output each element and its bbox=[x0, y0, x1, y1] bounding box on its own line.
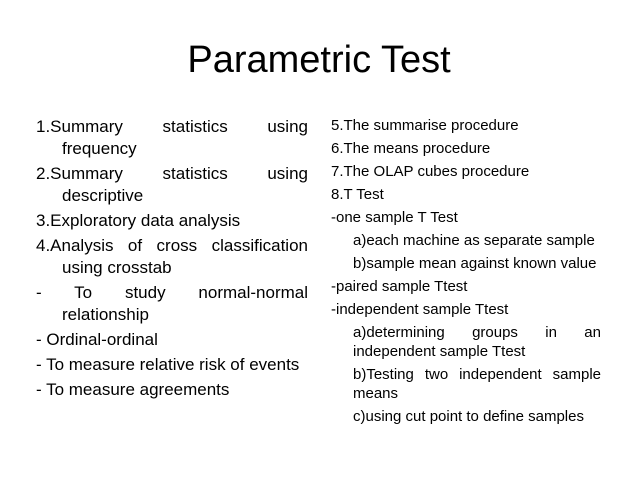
right-item-one-sample: -one sample T Test bbox=[331, 209, 458, 226]
right-subitem-each-machine: a)each machine as separate sample bbox=[353, 232, 595, 249]
right-item-olap: 7.The OLAP cubes procedure bbox=[331, 163, 530, 180]
right-subitem-cut-point: c)using cut point to define samples bbox=[353, 408, 584, 425]
left-item-exploratory: 3.Exploratory data analysis bbox=[36, 211, 241, 230]
right-subitem-two-means: b)Testing two independent sample means bbox=[353, 366, 601, 402]
left-column bbox=[36, 116, 308, 404]
right-subitem-sample-mean: b)sample mean against known value bbox=[353, 255, 597, 272]
right-column bbox=[331, 116, 601, 430]
right-item-paired: -paired sample Ttest bbox=[331, 278, 468, 295]
left-item-agreements: - To measure agreements bbox=[36, 380, 230, 399]
right-item-means: 6.The means procedure bbox=[331, 140, 491, 157]
right-item-independent: -independent sample Ttest bbox=[331, 301, 509, 318]
right-subitem-determining-groups: a)determining groups in an independent sample Ttest bbox=[353, 324, 601, 360]
slide-title: Parametric Test bbox=[187, 39, 451, 81]
left-item-ordinal: - Ordinal-ordinal bbox=[36, 330, 158, 349]
left-item-relative-risk: - To measure relative risk of events bbox=[36, 355, 300, 374]
left-item-cross-classification: 4.Analysis of cross classification using crosstab bbox=[36, 236, 308, 277]
right-item-t-test: 8.T Test bbox=[331, 186, 384, 203]
left-item-summary-descriptive: 2.Summary statistics using descriptive bbox=[36, 164, 308, 205]
right-item-summarise: 5.The summarise procedure bbox=[331, 117, 519, 134]
left-item-normal-normal: - To study normal-normal relationship bbox=[36, 283, 308, 324]
left-item-summary-frequency: 1.Summary statistics using frequency bbox=[36, 117, 308, 158]
